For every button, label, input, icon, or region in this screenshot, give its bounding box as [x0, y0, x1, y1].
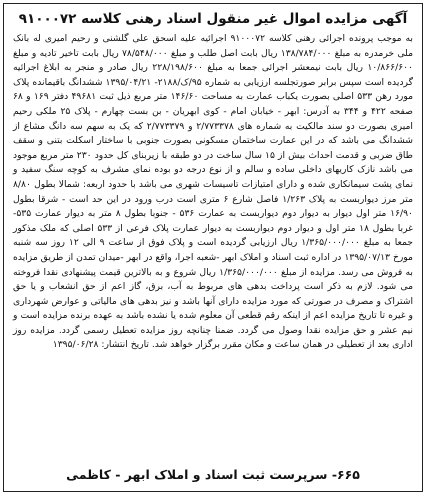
notice-frame: [3, 3, 423, 492]
notice-title: آگهی مزایده اموال غیر منقول اسناد رهنی کلاسه ۹۱۰۰۰۷۲: [18, 11, 408, 27]
notice-body: به موجب پرونده اجرائی رهنی کلاسه ۹۱۰۰۰۷۲ اجرائیه علیه اسحق علی گلشنی و رحیم امیری له بانک ملی خرمدره به مبلغ ۱۳۸/۷۸۴/۰۰۰ ریال بابت اصل طلب و مبلغ ۷۸/۵۴۸/۰۰۰ ریال بابت تاخیر تادیه و مبلغ ۱۰/۸۶۶/۶۰۰ ریال بابت نیمعشر اجرائی جمعا به مبلغ ۲۲۸/۱۹۸/۶۰۰ ریال صادر و منجر به ابلاغ اجرائیه گردیده است سپس برابر صورتجلسه ارزیابی به شماره ۹۵/ک/۲۱۸۸- ۱۳۹۵/۰۴/۲۱ ششدانگ باقیمانده پلاک مورد رهن ۵۳۳ اصلی بصورت یکباب عمارت به مساحت ۱۴۶/۶۰ متر مربع ذیل ثبت ۴۹۶۸۱ دفتر ۱۶۹ و ۶۸ صفحه ۴۲۲ و ۳۴۴ به آدرس: ابهر - خیابان امام - کوی ابهریان - بن بست چهارم - پلاک ۲۵ ملکی رحیم امیری بصورت دو سند مالکیت به شماره های ۲/۷۷۳۳۷۸ و ۲/۷۷۳۳۷۹ که یک به سهم سه دانگ مشاع از ششدانگ می باشد که در این عمارت ساختمان مسکونی بصورت جنوبی با ساختار اسکلت بتنی و سقف طاق ضربی و قدمت احداث بیش از ۱۵ سال ساخت در دو طبقه با زیربنای کل حدود ۲۳۰ متر مربع موجود می باشد نازک کاریهای داخلی ساده و سالم و از نوع درجه دو بوده نمای مشرف به کوچه سنگ سفید و نمای پشت سیمانکاری شده و دارای امتیازات تاسیسات شهری می باشد با حدود اربعه: شمالا بطول ۸/۸۰ متر مرز دیواربست به پلاک ۱/۲۶۳ فاصل شارع ۶ متری است درب ورود در این حد است - شرقا بطول ۱۶/۹۰ متر اول دیوار به دیوار دوم دیواربست به عمارت ۵۳۶ - جنوبا بطول ۸ متر به دیوار عمارت ۵۳۵- غربا بطول ۱۸ متر اول و دیوار دوم دیواربست به دیوار عمارت پلاک فرعی از ۵۳۳ اصلی که ملک مذکور جمعا به مبلغ ۱/۳۶۵/۰۰۰/۰۰۰ ریال ارزیابی گردیده است و پلاک فوق از ساعت ۹ الی ۱۲ روز سه شنبه مورخ ۱۳۹۵/۰۷/۱۳ در اداره ثبت اسناد و املاک ابهر -شعبه اجرا، واقع در ابهر -میدان تمدن از طریق مزایده به فروش می رسد. مزایده از مبلغ ۱/۳۶۵/۰۰۰/۰۰۰ ریال شروع و به بالاترین قیمت پیشنهادی نقدا فروخته می شود. لازم به ذکر است پرداخت بدهی های مربوط به آب، برق، گاز اعم از حق انشعاب و یا حق اشتراک و مصرف در صورتی که مورد مزایده دارای آنها باشد و نیز بدهی های مالیاتی و عوارض شهرداری و غیره تا تاریخ مزایده اعم از اینکه رقم قطعی آن معلوم شده یا نشده باشد به عهده برنده مزایده است و نیم عشر و حق مزایده نقدا وصول می گردد. ضمنا چنانچه روز مزایده تعطیل رسمی گردد. مزایده روز اداری بعد از تعطیلی در همان ساعت و مکان مقرر برگزار خواهد شد. تاریخ انتشار: ۱۳۹۵/۰۶/۲۸: [13, 33, 414, 351]
notice-signature: ۶۶۵- سرپرست ثبت اسناد و املاک ابهر - کاظمی: [66, 467, 360, 482]
